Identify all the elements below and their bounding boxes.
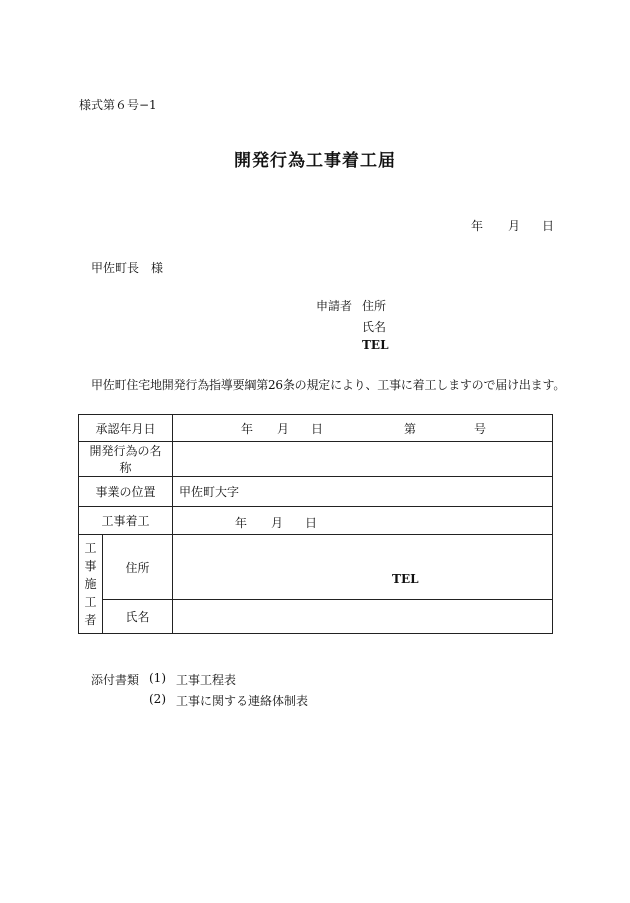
date-year-label: 年	[471, 219, 484, 233]
applicant-tel-label: TEL	[362, 338, 389, 352]
approval-date-label: 承認年月日	[79, 415, 173, 442]
dev-name-label: 開発行為の名称	[79, 442, 173, 477]
contractor-char: 者	[84, 613, 97, 627]
start-day: 日	[305, 515, 318, 530]
page-title: 開発行為工事着工届	[234, 151, 396, 171]
contractor-address-value[interactable]	[173, 535, 553, 600]
attachment-number: (1)	[149, 671, 166, 685]
contractor-char: 施	[84, 577, 97, 591]
number-prefix: 第	[404, 421, 417, 436]
contractor-char: 事	[84, 559, 97, 573]
statement-text: 甲佐町住宅地開発行為指導要綱第26条の規定により、工事に着工しますので届け出ます。	[91, 378, 566, 392]
start-year: 年	[235, 515, 248, 530]
attachment-item: 工事に関する連絡体制表	[176, 694, 309, 708]
applicant-address-label: 住所	[362, 299, 387, 313]
contractor-name-label: 氏名	[103, 600, 173, 634]
attachment-item: 工事工程表	[176, 673, 237, 687]
location-value[interactable]: 甲佐町大字	[173, 477, 553, 507]
attachments-label: 添付書類	[91, 673, 140, 687]
approval-date-cell[interactable]	[173, 415, 553, 442]
row-approval-date	[79, 415, 553, 442]
number-suffix: 号	[474, 421, 487, 436]
row-start-date	[79, 507, 553, 535]
contractor-name-value[interactable]	[173, 600, 553, 634]
approval-day: 日	[311, 421, 324, 436]
location-label: 事業の位置	[79, 477, 173, 507]
start-month: 月	[271, 515, 284, 530]
row-location	[79, 477, 553, 507]
contractor-char: 工	[84, 541, 97, 555]
contractor-label	[79, 535, 103, 634]
application-table	[78, 414, 553, 634]
row-contractor-name	[79, 600, 553, 634]
contractor-address-label: 住所	[103, 535, 173, 600]
start-date-cell[interactable]	[173, 507, 553, 535]
applicant-name-label: 氏名	[362, 320, 387, 334]
date-day-label: 日	[542, 219, 555, 233]
addressee: 甲佐町長 様	[91, 261, 164, 275]
dev-name-value[interactable]	[173, 442, 553, 477]
attachment-number: (2)	[149, 692, 166, 706]
contractor-char: 工	[84, 595, 97, 609]
applicant-label: 申請者	[316, 299, 353, 313]
contractor-tel-label: TEL	[392, 571, 419, 586]
row-dev-name	[79, 442, 553, 477]
start-label: 工事着工	[79, 507, 173, 535]
date-month-label: 月	[508, 219, 521, 233]
approval-month: 月	[277, 421, 290, 436]
form-number: 様式第６号−1	[79, 98, 157, 112]
row-contractor-address	[79, 535, 553, 600]
approval-year: 年	[241, 421, 254, 436]
